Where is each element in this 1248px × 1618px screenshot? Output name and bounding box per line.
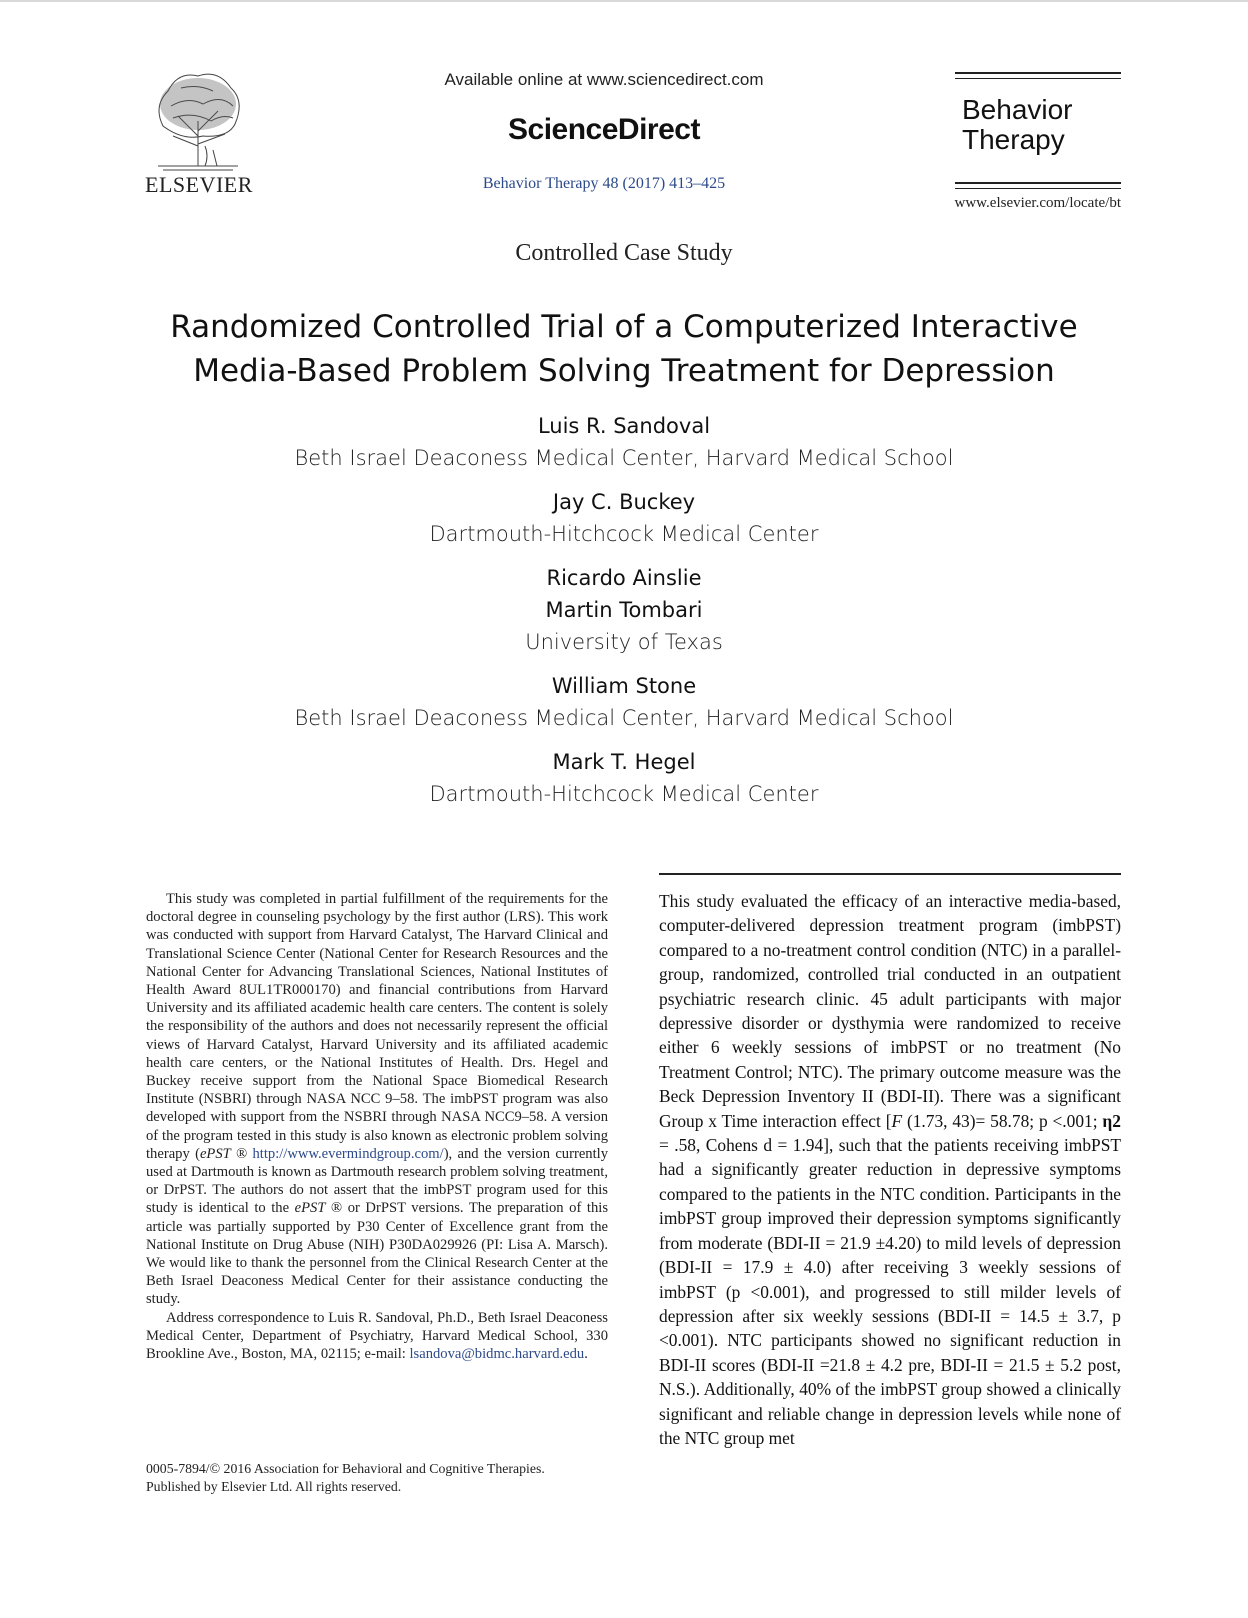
- author-affiliation: Dartmouth-Hitchcock Medical Center: [429, 782, 819, 806]
- journal-title: [962, 95, 1122, 155]
- journal-title-line1: Behavior: [962, 94, 1073, 125]
- email-link[interactable]: lsandova@bidmc.harvard.edu: [409, 1346, 585, 1363]
- journal-rule-bottom-thin: [955, 188, 1121, 189]
- author-group: [200, 746, 1048, 810]
- author-affiliation: Beth Israel Deaconess Medical Center, Harvard Medical School: [294, 706, 954, 730]
- evermind-link[interactable]: http://www.evermindgroup.com/: [252, 1145, 444, 1162]
- correspondence-note: Address correspondence to Luis R. Sandoval, Ph.D., Beth Israel Deaconess Medical Center, Department of Psychiatry, Harvard Medical School, 330 Brookline Ave., Boston, MA, 02115; e-mail: lsandova@bidmc.harvard.edu.: [146, 1309, 608, 1363]
- author-group: [200, 562, 1048, 658]
- author-affiliation: Dartmouth-Hitchcock Medical Center: [429, 522, 819, 546]
- author-affiliation: Beth Israel Deaconess Medical Center, Harvard Medical School: [294, 446, 954, 470]
- author-group: [200, 410, 1048, 474]
- copyright-notice: 0005-7894/© 2016 Association for Behavioral and Cognitive Therapies. Published by Elsevier Ltd. All rights reserved.: [146, 1461, 545, 1494]
- author-footnote: [146, 890, 608, 1363]
- journal-title-line2: Therapy: [962, 124, 1065, 155]
- author-list: [200, 410, 1048, 822]
- available-online: Available online at www.sciencedirect.com: [444, 70, 764, 89]
- article-type: Controlled Case Study: [515, 240, 733, 266]
- author-name: Jay C. Buckey: [552, 490, 696, 514]
- author-name: Mark T. Hegel: [552, 750, 696, 774]
- article-title-line1: Randomized Controlled Trial of a Computerized Interactive: [170, 309, 1078, 345]
- elsevier-wordmark: ELSEVIER: [145, 172, 253, 197]
- article-title: [150, 305, 1098, 393]
- sciencedirect-logo[interactable]: ScienceDirect: [508, 113, 700, 146]
- author-name: William Stone: [551, 674, 697, 698]
- abstract-text: This study evaluated the efficacy of an interactive media-based, computer-delivered depression treatment program (imbPST) compared to a no-treatment control condition (NTC) in a parallel-group, randomized, controlled trial conducted in an outpatient psychiatric research clinic. 45 adult participants with major depressive disorder or dysthymia were randomized to receive either 6 weekly sessions of imbPST or no treatment (No Treatment Control; NTC). The primary outcome measure was the Beck Depression Inventory II (BDI-II). There was a significant Group x Time interaction effect [F (1.73, 43)= 58.78; p <.001; η2 = .58, Cohens d = 1.94], such that the patients receiving imbPST had a significantly greater reduction in depressive symptoms compared to the patients in the NTC condition. Participants in the imbPST group improved their depression symptoms significantly from moderate (BDI-II = 21.9 ±4.20) to mild levels of depression (BDI-II = 17.9 ± 4.0) after receiving 3 weekly sessions of imbPST (p <0.001), and progressed to still milder levels of depression after six weekly sessions (BDI-II = 14.5 ± 3.7, p <0.001). NTC participants showed no significant reduction in BDI-II scores (BDI-II =21.8 ± 4.2 pre, BDI-II = 21.5 ± 5.2 post, N.S.). Additionally, 40% of the imbPST group showed a clinically significant and reliable change in depression levels while none of the NTC group met: [659, 891, 1121, 1448]
- journal-citation[interactable]: Behavior Therapy 48 (2017) 413–425: [482, 175, 726, 192]
- article-title-line2: Media-Based Problem Solving Treatment for Depression: [193, 353, 1055, 389]
- author-group: [200, 486, 1048, 550]
- author-group: [200, 670, 1048, 734]
- abstract-rule: [659, 873, 1121, 875]
- author-affiliation: University of Texas: [525, 630, 723, 654]
- journal-rule-top-thin: [955, 78, 1121, 79]
- author-name: Ricardo Ainslie: [546, 566, 702, 590]
- journal-rule-top: [955, 72, 1121, 74]
- author-name: Luis R. Sandoval: [537, 414, 711, 438]
- top-border: [0, 0, 1248, 2]
- journal-url-link[interactable]: www.elsevier.com/locate/bt: [954, 195, 1121, 211]
- journal-rule-bottom: [955, 182, 1121, 184]
- funding-note: This study was completed in partial fulfillment of the requirements for the doctoral degree in counseling psychology by the first author (LRS). This work was conducted with support from Harvard Catalyst, The Harvard Clinical and Translational Science Center (National Center for Research Resources and the National Center for Advancing Translational Sciences, National Institutes of Health Award 8UL1TR000170) and financial contributions from Harvard University and its affiliated academic health care centers. The content is solely the responsibility of the authors and does not necessarily represent the official views of Harvard Catalyst, Harvard University and its affiliated academic health care centers, or the National Institutes of Health. Drs. Hegel and Buckey receive support from the National Space Biomedical Research Institute (NSBRI) through NASA NCC 9–58. The imbPST program was also developed with support from the NSBRI through NASA NCC9–58. A version of the program tested in this study is also known as electronic problem solving therapy (ePST ® http://www.evermindgroup.com/), and the version currently used at Dartmouth is known as Dartmouth research problem solving treatment, or DrPST. The authors do not assert that the imbPST program used for this study is identical to the ePST ® or DrPST versions. The preparation of this article was partially supported by P30 Center of Excellence grant from the National Institute on Drug Abuse (NIH) P30DA029926 (PI: Lisa A. Marsch). We would like to thank the personnel from the Clinical Research Center at the Beth Israel Deaconess Medical Center for their assistance conducting the study.: [146, 891, 609, 1308]
- author-name: Martin Tombari: [545, 598, 703, 622]
